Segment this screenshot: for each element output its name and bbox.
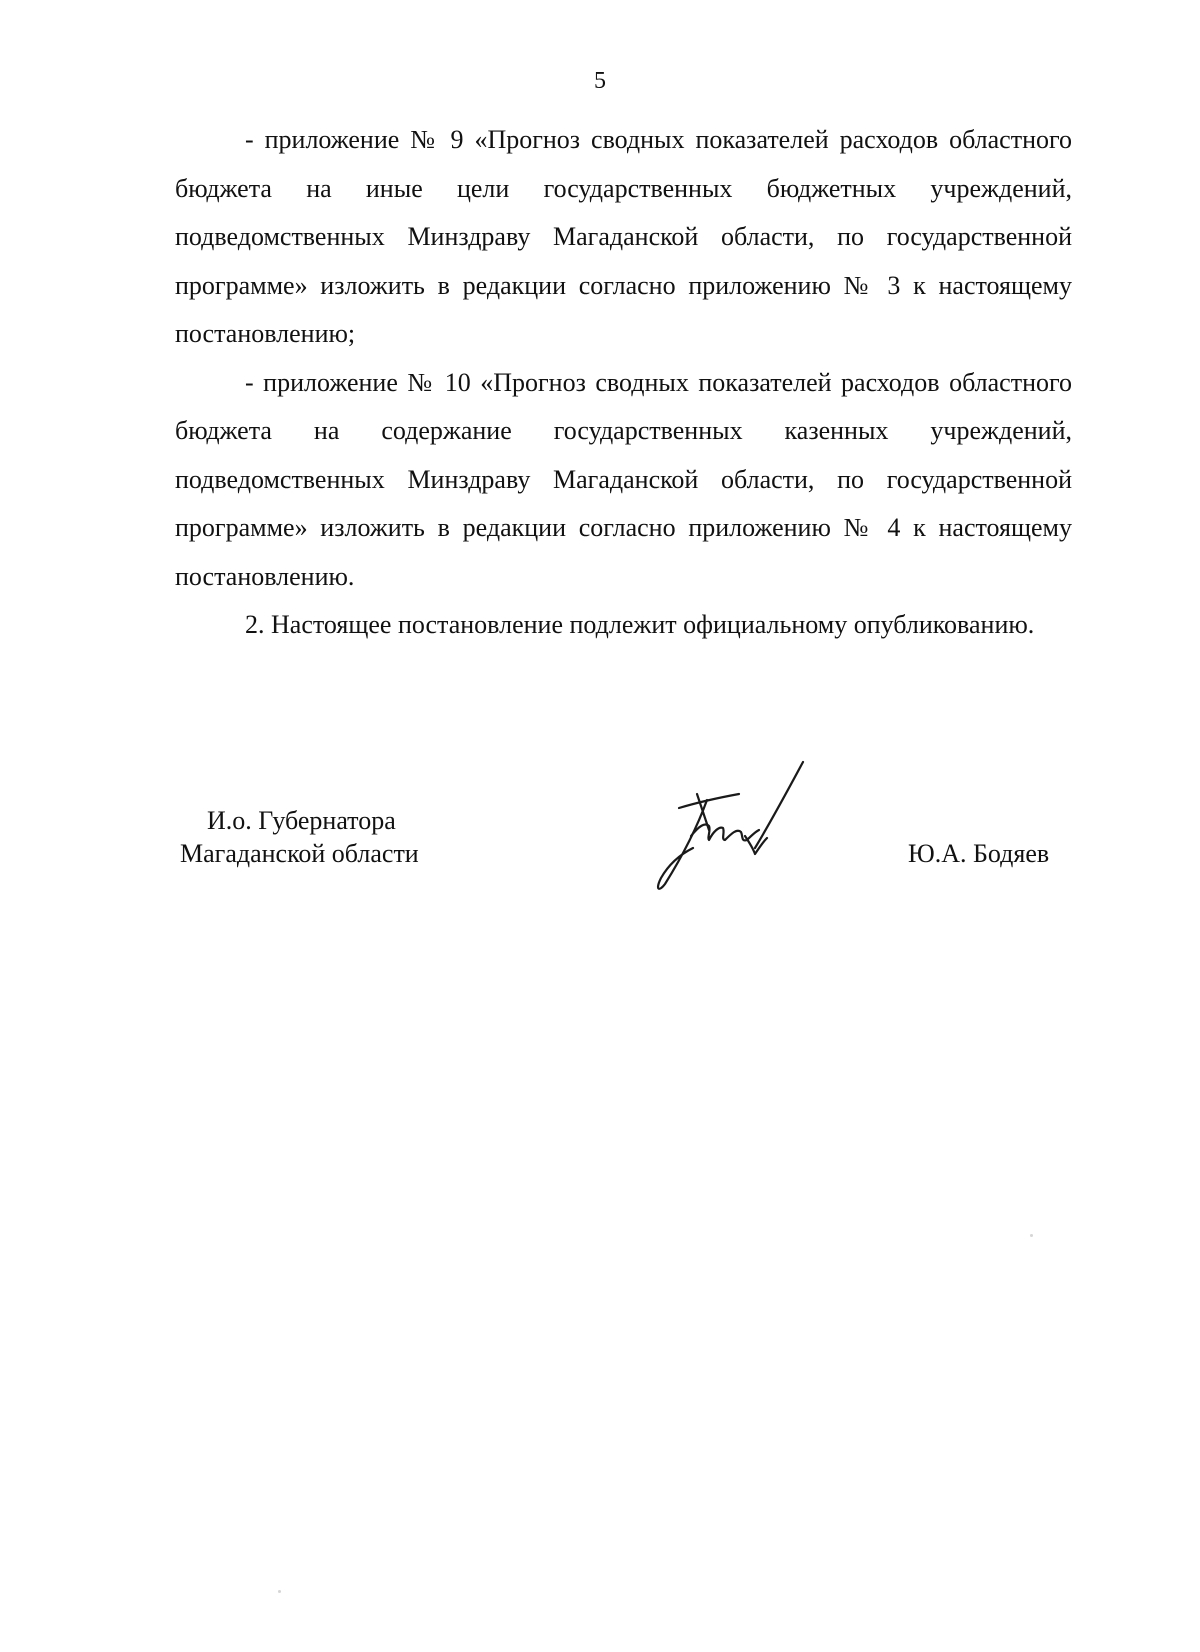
handwritten-signature	[655, 760, 815, 895]
scan-speck	[278, 1590, 281, 1593]
paragraph-publication: 2. Настоящее постановление подлежит официальному опубликованию.	[245, 610, 1035, 639]
scan-speck	[1030, 1234, 1033, 1237]
page-number: 5	[594, 68, 606, 94]
paragraph-appendix-9: - приложение № 9 «Прогноз сводных показателей расходов областного бюджета на иные цели государственных бюджетных учреждений, подведомственных Минздраву Магаданской области, по государственной программе» изложить в редакции согласно приложению № 3 к настоящему постановлению;	[175, 125, 1072, 348]
document-body	[175, 116, 1072, 650]
signatory-position	[180, 804, 419, 870]
signatory-name: Ю.А. Бодяев	[908, 839, 1050, 868]
signatory-position-line2: Магаданской области	[180, 839, 419, 868]
signatory-position-line1: И.о. Губернатора	[207, 806, 396, 835]
paragraph-appendix-10: - приложение № 10 «Прогноз сводных показателей расходов областного бюджета на содержание государственных казенных учреждений, подведомственных Минздраву Магаданской области, по государственной программе» изложить в редакции согласно приложению № 4 к настоящему постановлению.	[175, 367, 1072, 591]
